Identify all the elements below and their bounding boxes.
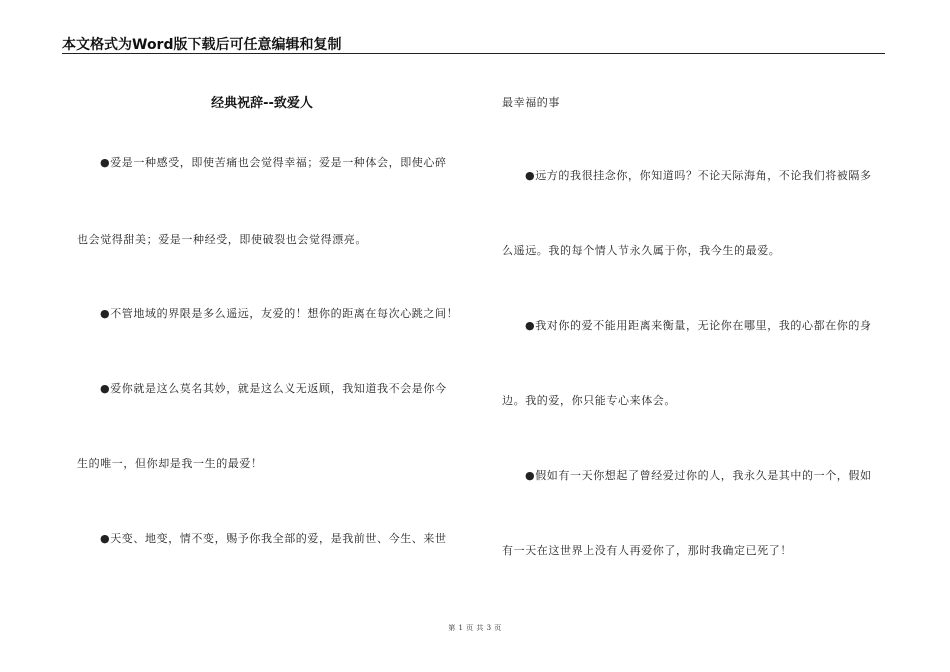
- paragraph-line: 边。我的爱，你只能专心来体会。: [502, 394, 676, 407]
- page-number: 第 1 页 共 3 页: [448, 624, 502, 632]
- paragraph-line: 有一天在这世界上没有人再爱你了，那时我确定已死了！: [502, 544, 792, 557]
- paragraph-line: ●不管地域的界限是多么遥远，友爱的！想你的距离在每次心跳之间！: [100, 307, 459, 320]
- document-title: 经典祝辞--致爱人: [211, 96, 313, 111]
- paragraph-line: ●远方的我很挂念你，你知道吗？不论天际海角，不论我们将被隔多: [525, 169, 872, 182]
- paragraph-line: ●爱你就是这么莫名其妙，就是这么义无返顾，我知道我不会是你今: [100, 382, 447, 395]
- header-title: 本文格式为Word版下载后可任意编辑和复制: [62, 37, 342, 53]
- paragraph-line: ●我对你的爱不能用距离来衡量，无论你在哪里，我的心都在你的身: [525, 319, 872, 332]
- paragraph-line: 最幸福的事: [502, 96, 560, 109]
- paragraph-line: 生的唯一，但你却是我一生的最爱！: [77, 457, 263, 470]
- paragraph-line: 么遥远。我的每个情人节永久属于你，我今生的最爱。: [502, 244, 781, 257]
- paragraph-line: ●假如有一天你想起了曾经爱过你的人，我永久是其中的一个，假如: [525, 469, 872, 482]
- paragraph-line: ●天变、地变，情不变，赐予你我全部的爱，是我前世、今生、来世: [100, 532, 447, 545]
- paragraph-line: ●爱是一种感受，即使苦痛也会觉得幸福；爱是一种体会，即使心碎: [100, 156, 447, 169]
- header-divider: [62, 53, 885, 54]
- paragraph-line: 也会觉得甜美；爱是一种经受，即使破裂也会觉得漂亮。: [77, 233, 367, 246]
